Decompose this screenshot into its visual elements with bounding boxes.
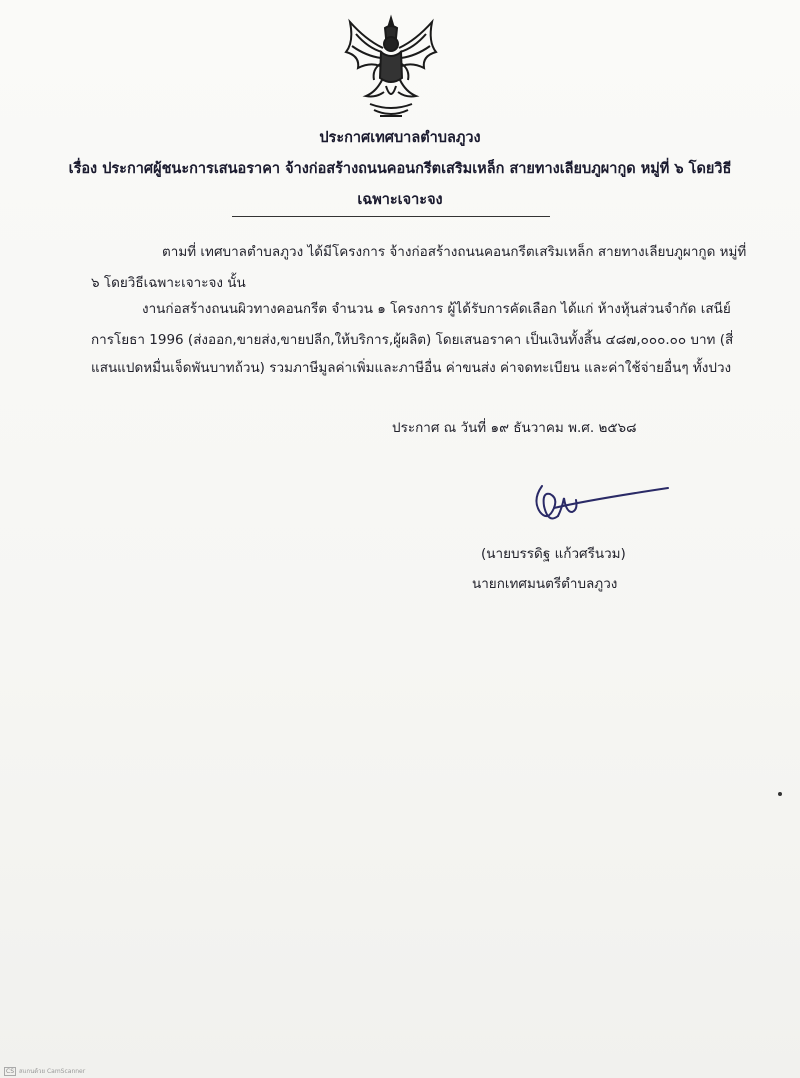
signatory-name: (นายบรรดิฐ แก้วศรีนวม) [481,546,626,562]
paragraph-2-line-2: การโยธา 1996 (ส่งออก,ขายส่ง,ขายปลีก,ให้บริการ,ผู้ผลิต) โดยเสนอราคา เป็นเงินทั้งสิ้น ๔๘๗,๐๐๐.๐๐ บาท (สี่ [91,332,734,348]
paragraph-2-line-3: แสนแปดหมื่นเจ็ดพันบาทถ้วน) รวมภาษีมูลค่าเพิ่มและภาษีอื่น ค่าขนส่ง ค่าจดทะเบียน และค่าใช้จ่ายอื่นๆ ทั้งปวง [91,360,732,376]
scanner-watermark [4,1066,85,1076]
subject-line-1: เรื่อง ประกาศผู้ชนะการเสนอราคา จ้างก่อสร้างถนนคอนกรีตเสริมเหล็ก สายทางเลียบภูผากูด หมู่ที่ ๖ โดยวิธี [68,161,732,177]
paragraph-1-line-1: ตามที่ เทศบาลตำบลภูวง ได้มีโครงการ จ้างก่อสร้างถนนคอนกรีตเสริมเหล็ก สายทางเลียบภูผากูด หมู่ที่ [162,244,747,260]
signatory-title: นายกเทศมนตรีตำบลภูวง [472,576,618,592]
handwritten-signature-icon [528,478,678,534]
scanner-text: สแกนด้วย CamScanner [19,1068,86,1075]
subject-line-2: เฉพาะเจาะจง [357,192,443,208]
camscanner-logo-icon: CS [6,1067,14,1075]
garuda-emblem-icon [336,12,446,122]
announcement-date: ประกาศ ณ วันที่ ๑๙ ธันวาคม พ.ศ. ๒๕๖๘ [392,420,637,436]
paragraph-2-line-1: งานก่อสร้างถนนผิวทางคอนกรีต จำนวน ๑ โครงการ ผู้ได้รับการคัดเลือก ได้แก่ ห้างหุ้นส่วนจำกัด เสนีย์ [142,301,731,317]
scan-speck [778,792,782,796]
paragraph-1-line-2: ๖ โดยวิธีเฉพาะเจาะจง นั้น [91,275,246,291]
divider [232,216,550,217]
org-heading: ประกาศเทศบาลตำบลภูวง [319,130,481,146]
